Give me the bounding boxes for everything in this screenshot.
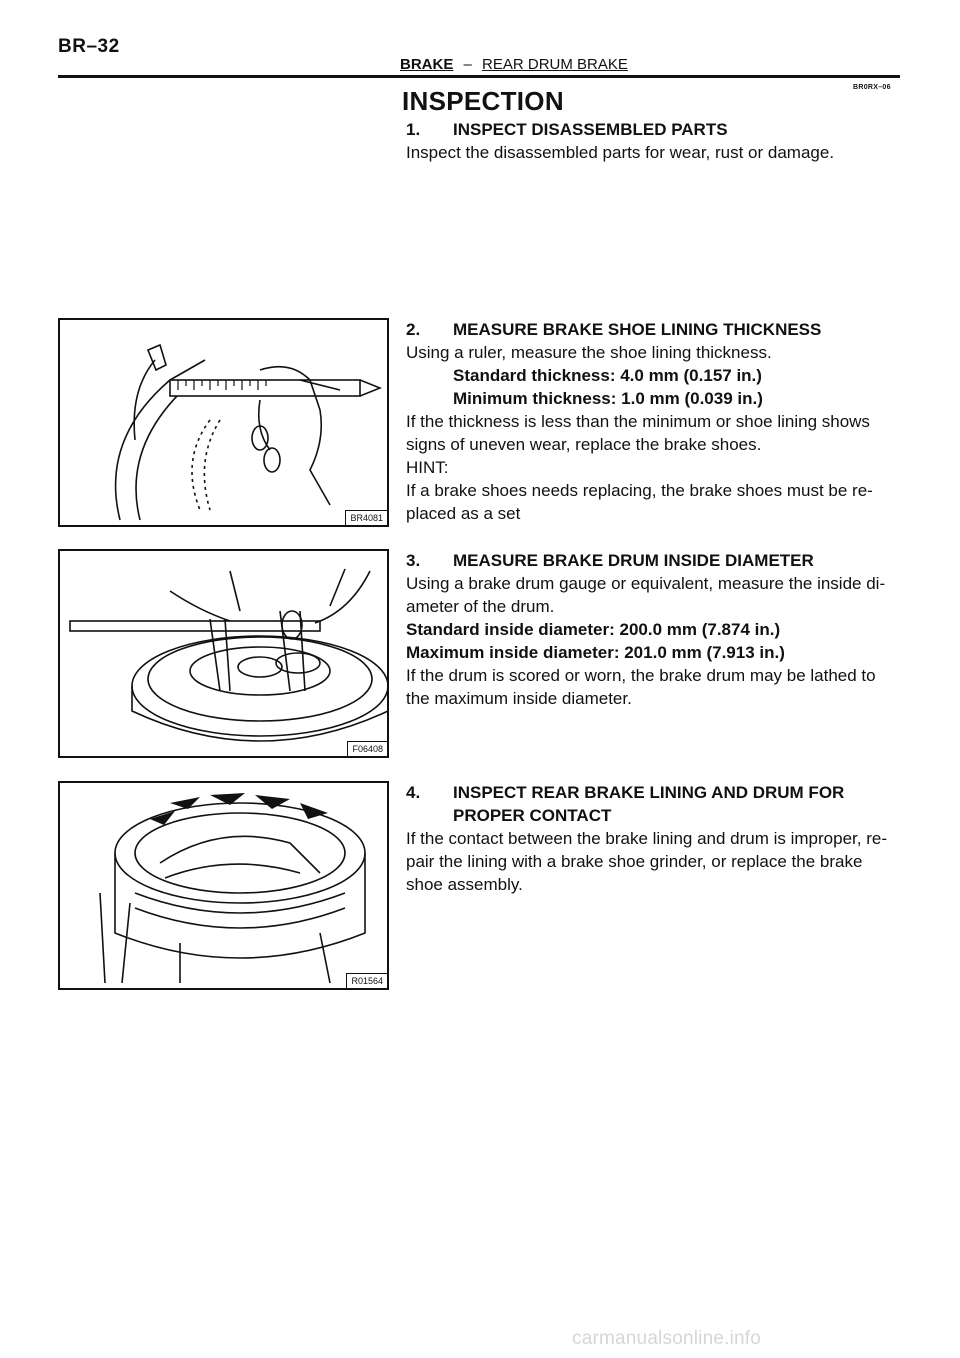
standard-thickness-spec: Standard thickness: 4.0 mm (0.157 in.) — [453, 366, 762, 385]
minimum-thickness-spec: Minimum thickness: 1.0 mm (0.039 in.) — [453, 389, 763, 408]
standard-diameter-spec: Standard inside diameter: 200.0 mm (7.874 in.) — [406, 620, 781, 639]
doc-code: BR0RX–06 — [853, 84, 891, 91]
page-title: INSPECTION — [402, 86, 564, 116]
step-3 — [406, 549, 902, 710]
figure-shoe-lining-measurement — [58, 318, 389, 527]
lining-drum-contact-illustration — [60, 783, 391, 992]
step-4-text-line: pair the lining with a brake shoe grinder, or replace the brake — [406, 852, 863, 871]
step-2-text-line: signs of uneven wear, replace the brake shoes. — [406, 435, 762, 454]
step-3-intro-line: Using a brake drum gauge or equivalent, measure the inside di- — [406, 574, 886, 593]
step-4-text-line: shoe assembly. — [406, 875, 523, 894]
step-4-heading-cont: PROPER CONTACT — [453, 806, 612, 825]
brake-shoe-ruler-illustration — [60, 320, 391, 529]
step-2-heading: 2. MEASURE BRAKE SHOE LINING THICKNESS — [406, 320, 822, 339]
page-number: BR–32 — [58, 36, 120, 57]
section-name: BRAKE — [400, 56, 454, 73]
step-2-text-line: If the thickness is less than the minimum or shoe lining shows — [406, 412, 870, 431]
maximum-diameter-spec: Maximum inside diameter: 201.0 mm (7.913 in.) — [406, 643, 785, 662]
step-2-intro: Using a ruler, measure the shoe lining thickness. — [406, 343, 772, 362]
section-header — [400, 56, 628, 73]
step-4-heading: 4. INSPECT REAR BRAKE LINING AND DRUM FOR — [406, 783, 845, 802]
figure-drum-diameter-measurement — [58, 549, 389, 758]
step-1 — [406, 118, 902, 164]
hint-text-line: If a brake shoes needs replacing, the brake shoes must be re- — [406, 481, 873, 500]
watermark: carmanualsonline.info — [572, 1328, 762, 1349]
step-4-text-line: If the contact between the brake lining and drum is improper, re- — [406, 829, 887, 848]
figure-code: R01564 — [346, 973, 387, 988]
hint-label: HINT: — [406, 458, 449, 477]
figure-code: F06408 — [347, 741, 387, 756]
figure-code: BR4081 — [345, 510, 387, 525]
hint-text-line: placed as a set — [406, 504, 521, 523]
step-1-heading: 1. INSPECT DISASSEMBLED PARTS — [406, 120, 728, 139]
step-3-heading: 3. MEASURE BRAKE DRUM INSIDE DIAMETER — [406, 551, 814, 570]
step-2 — [406, 318, 902, 525]
header-rule — [58, 75, 900, 78]
step-3-text-line: If the drum is scored or worn, the brake drum may be lathed to — [406, 666, 876, 685]
header-dash: – — [463, 56, 472, 73]
brake-drum-gauge-illustration — [60, 551, 391, 760]
step-4 — [406, 781, 902, 896]
step-1-text: Inspect the disassembled parts for wear, rust or damage. — [406, 143, 835, 162]
step-3-text-line: the maximum inside diameter. — [406, 689, 632, 708]
figure-lining-drum-contact — [58, 781, 389, 990]
step-3-intro-line: ameter of the drum. — [406, 597, 555, 616]
subsection-name: REAR DRUM BRAKE — [482, 56, 628, 73]
